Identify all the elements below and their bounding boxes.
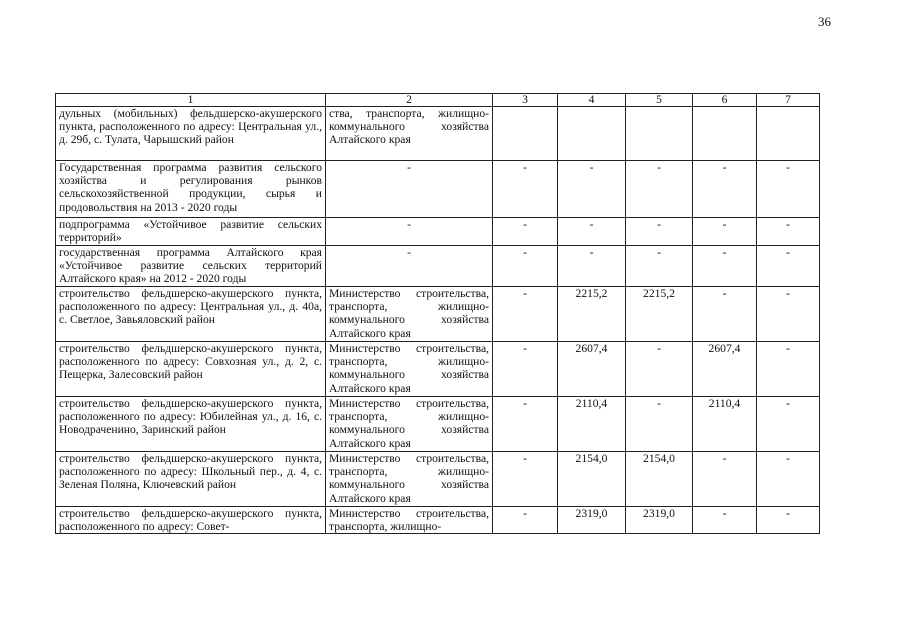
table-row (56, 161, 820, 218)
responsible-cell: Министерство строительства, транспорта, жилищно-коммунального хозяйства Алтайского края (326, 287, 493, 342)
table-row (56, 397, 820, 452)
object-cell: строительство фельдшерско-акушерского пункта, расположенного по адресу: Центральная ул., д. 40а, с. Светлое, Завьяловский район (56, 287, 326, 342)
value-cell-3: - (493, 452, 558, 507)
value-cell-4: 2154,0 (558, 452, 626, 507)
value-cell-5: 2215,2 (626, 287, 693, 342)
value-cell-6 (693, 107, 757, 161)
value-cell-4: 2607,4 (558, 342, 626, 397)
value-cell-6: - (693, 452, 757, 507)
responsible-cell: - (326, 218, 493, 246)
value-cell-3: - (493, 507, 558, 534)
value-cell-5: - (626, 218, 693, 246)
value-cell-6: 2110,4 (693, 397, 757, 452)
responsible-cell: ства, транспорта, жилищно-коммунального хозяйства Алтайского края (326, 107, 493, 161)
value-cell-6: - (693, 218, 757, 246)
table-row (56, 287, 820, 342)
object-cell: подпрограмма «Устойчивое развитие сельских территорий» (56, 218, 326, 246)
value-cell-7: - (757, 342, 820, 397)
responsible-cell: Министерство строительства, транспорта, жилищно-коммунального хозяйства Алтайского края (326, 397, 493, 452)
object-cell: строительство фельдшерско-акушерского пункта, расположенного по адресу: Совхозная ул., д. 2, с. Пещерка, Залесовский район (56, 342, 326, 397)
budget-table (55, 93, 820, 534)
value-cell-7: - (757, 161, 820, 218)
object-cell: Государственная программа развития сельского хозяйства и регулирования рынков сельскохозяйственной продукции, сырья и продовольствия на 2013 - 2020 годы (56, 161, 326, 218)
page-number: 36 (818, 14, 831, 29)
value-cell-6: 2607,4 (693, 342, 757, 397)
table-body (56, 107, 820, 534)
value-cell-3: - (493, 246, 558, 287)
value-cell-3: - (493, 218, 558, 246)
value-cell-5: - (626, 342, 693, 397)
value-cell-7: - (757, 397, 820, 452)
value-cell-3: - (493, 397, 558, 452)
value-cell-6: - (693, 287, 757, 342)
column-header-4: 4 (558, 94, 626, 107)
table-row (56, 246, 820, 287)
value-cell-5: 2154,0 (626, 452, 693, 507)
column-header-5: 5 (626, 94, 693, 107)
value-cell-6: - (693, 507, 757, 534)
responsible-cell: - (326, 161, 493, 218)
value-cell-3 (493, 107, 558, 161)
object-cell: строительство фельдшерско-акушерского пункта, расположенного по адресу: Школьный пер., д. 4, с. Зеленая Поляна, Ключевский район (56, 452, 326, 507)
value-cell-7: - (757, 246, 820, 287)
value-cell-3: - (493, 161, 558, 218)
header-row (56, 94, 820, 107)
value-cell-4: 2215,2 (558, 287, 626, 342)
object-cell: строительство фельдшерско-акушерского пункта, расположенного по адресу: Юбилейная ул., д. 16, с. Новодраченино, Заринский район (56, 397, 326, 452)
column-header-2: 2 (326, 94, 493, 107)
value-cell-6: - (693, 161, 757, 218)
value-cell-4: 2110,4 (558, 397, 626, 452)
object-cell: дульных (мобильных) фельдшерско-акушерского пункта, расположенного по адресу: Центральная ул., д. 29б, с. Тулата, Чарышский район (56, 107, 326, 161)
value-cell-4: - (558, 246, 626, 287)
responsible-cell: Министерство строительства, транспорта, жилищно-коммунального хозяйства Алтайского края (326, 342, 493, 397)
value-cell-4: - (558, 161, 626, 218)
value-cell-4: - (558, 218, 626, 246)
column-header-1: 1 (56, 94, 326, 107)
value-cell-7: - (757, 452, 820, 507)
column-header-7: 7 (757, 94, 820, 107)
value-cell-4 (558, 107, 626, 161)
table-row (56, 452, 820, 507)
value-cell-4: 2319,0 (558, 507, 626, 534)
table-row (56, 342, 820, 397)
value-cell-5: - (626, 246, 693, 287)
object-cell: государственная программа Алтайского края «Устойчивое развитие сельских территорий Алтайского края» на 2012 - 2020 годы (56, 246, 326, 287)
value-cell-5: 2319,0 (626, 507, 693, 534)
value-cell-5 (626, 107, 693, 161)
object-cell: строительство фельдшерско-акушерского пункта, расположенного по адресу: Совет- (56, 507, 326, 534)
responsible-cell: - (326, 246, 493, 287)
column-header-3: 3 (493, 94, 558, 107)
value-cell-7: - (757, 287, 820, 342)
table-row (56, 107, 820, 161)
value-cell-7: - (757, 218, 820, 246)
value-cell-3: - (493, 342, 558, 397)
table-row (56, 507, 820, 534)
table-row (56, 218, 820, 246)
value-cell-5: - (626, 397, 693, 452)
responsible-cell: Министерство строительства, транспорта, жилищно- (326, 507, 493, 534)
value-cell-7 (757, 107, 820, 161)
responsible-cell: Министерство строительства, транспорта, жилищно-коммунального хозяйства Алтайского края (326, 452, 493, 507)
value-cell-7: - (757, 507, 820, 534)
value-cell-6: - (693, 246, 757, 287)
value-cell-3: - (493, 287, 558, 342)
column-header-6: 6 (693, 94, 757, 107)
value-cell-5: - (626, 161, 693, 218)
